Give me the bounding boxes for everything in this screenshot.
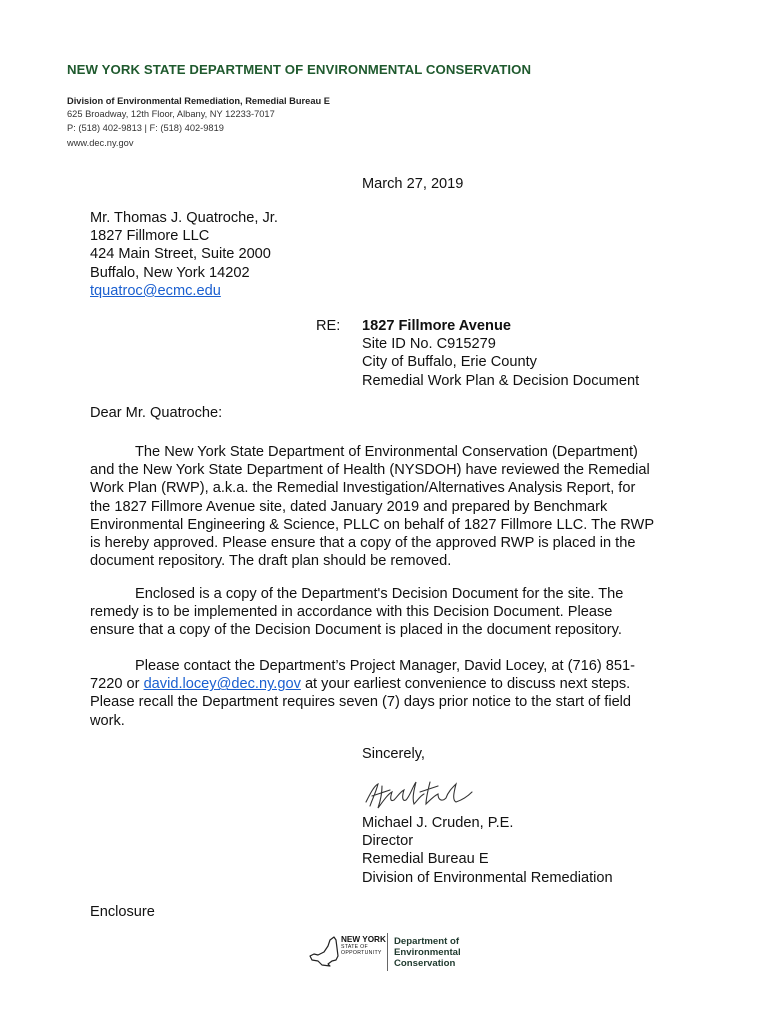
dec-logo-line: Department of — [394, 936, 460, 947]
signer-division: Division of Environmental Remediation — [362, 869, 613, 886]
ny-logo-line: STATE OF — [341, 944, 368, 950]
re-site-id: Site ID No. C915279 — [362, 336, 496, 353]
paragraph-line: The New York State Department of Environmental Conservation (Department) — [135, 444, 638, 460]
signer-bureau: Remedial Bureau E — [362, 851, 489, 868]
letterhead-division: Division of Environmental Remediation, Remedial Bureau E — [67, 96, 330, 106]
recipient-city: Buffalo, New York 14202 — [90, 264, 250, 281]
paragraph-line: is hereby approved. Please ensure that a copy of the approved RWP is placed in the — [90, 535, 636, 552]
dec-logo-line: Environmental — [394, 947, 461, 958]
recipient-street: 424 Main Street, Suite 2000 — [90, 246, 271, 263]
re-document: Remedial Work Plan & Decision Document — [362, 372, 640, 389]
ny-logo-line: NEW YORK — [341, 935, 386, 944]
paragraph-approval — [90, 443, 680, 570]
dec-logo-line: Conservation — [394, 958, 456, 969]
recipient-address — [90, 209, 278, 300]
paragraph-line: remedy is to be implemented in accordance with this Decision Document. Please — [90, 604, 613, 621]
paragraph-line: Enclosed is a copy of the Department's Decision Document for the site. The — [135, 586, 624, 602]
paragraph-text: at your earliest convenience to discuss next steps. — [300, 676, 631, 693]
footer-divider — [387, 933, 388, 971]
letterhead-address: 625 Broadway, 12th Floor, Albany, NY 12233-7017 — [67, 109, 275, 119]
paragraph-line: Please recall the Department requires seven (7) days prior notice to the start of field — [90, 694, 632, 711]
paragraph-contact — [90, 657, 680, 730]
signer-title: Director — [362, 833, 414, 850]
manager-email-link[interactable]: david.locey@dec.ny.gov — [143, 676, 301, 693]
letter-date: March 27, 2019 — [362, 176, 464, 192]
salutation: Dear Mr. Quatroche: — [90, 405, 223, 421]
ny-logo-line: OPPORTUNITY — [341, 950, 382, 956]
re-location: City of Buffalo, Erie County — [362, 354, 537, 371]
paragraph-line: ensure that a copy of the Decision Document is placed in the document repository. — [90, 622, 622, 639]
paragraph-line: the 1827 Fillmore Avenue site, dated January 2019 and prepared by Benchmark — [90, 498, 608, 515]
paragraph-line: Environmental Engineering & Science, PLLC on behalf of 1827 Fillmore LLC. The RWP — [90, 516, 655, 533]
new-york-state-map-icon — [308, 934, 340, 968]
letterhead-website[interactable]: www.dec.ny.gov — [67, 138, 134, 148]
signer-name: Michael J. Cruden, P.E. — [362, 815, 514, 831]
closing: Sincerely, — [362, 746, 425, 762]
recipient-name: Mr. Thomas J. Quatroche, Jr. — [90, 210, 278, 226]
recipient-company: 1827 Fillmore LLC — [90, 228, 210, 245]
paragraph-decision-document — [90, 585, 680, 640]
recipient-email-link[interactable]: tquatroc@ecmc.edu — [90, 282, 221, 299]
paragraph-text: 7220 or — [90, 676, 144, 693]
re-subject: 1827 Fillmore Avenue — [362, 318, 511, 334]
letterhead-title: NEW YORK STATE DEPARTMENT OF ENVIRONMENTAL CONSERVATION — [67, 62, 532, 77]
paragraph-line: Work Plan (RWP), a.k.a. the Remedial Investigation/Alternatives Analysis Report, for — [90, 480, 636, 497]
paragraph-line: work. — [90, 712, 125, 729]
dec-logo-text — [394, 936, 461, 969]
re-label: RE: — [316, 318, 341, 334]
handwritten-signature — [360, 774, 475, 814]
paragraph-line: Please contact the Department’s Project Manager, David Locey, at (716) 851- — [135, 658, 635, 674]
letterhead-phone: P: (518) 402-9813 | F: (518) 402-9819 — [67, 123, 224, 133]
paragraph-line: and the New York State Department of Health (NYSDOH) have reviewed the Remedial — [90, 462, 650, 479]
ny-state-logo-text — [341, 935, 386, 956]
re-block — [362, 317, 639, 390]
signer-block — [362, 814, 613, 887]
enclosure-note: Enclosure — [90, 904, 155, 920]
paragraph-line-with-email — [90, 675, 680, 693]
paragraph-line: document repository. The draft plan should be removed. — [90, 553, 452, 570]
